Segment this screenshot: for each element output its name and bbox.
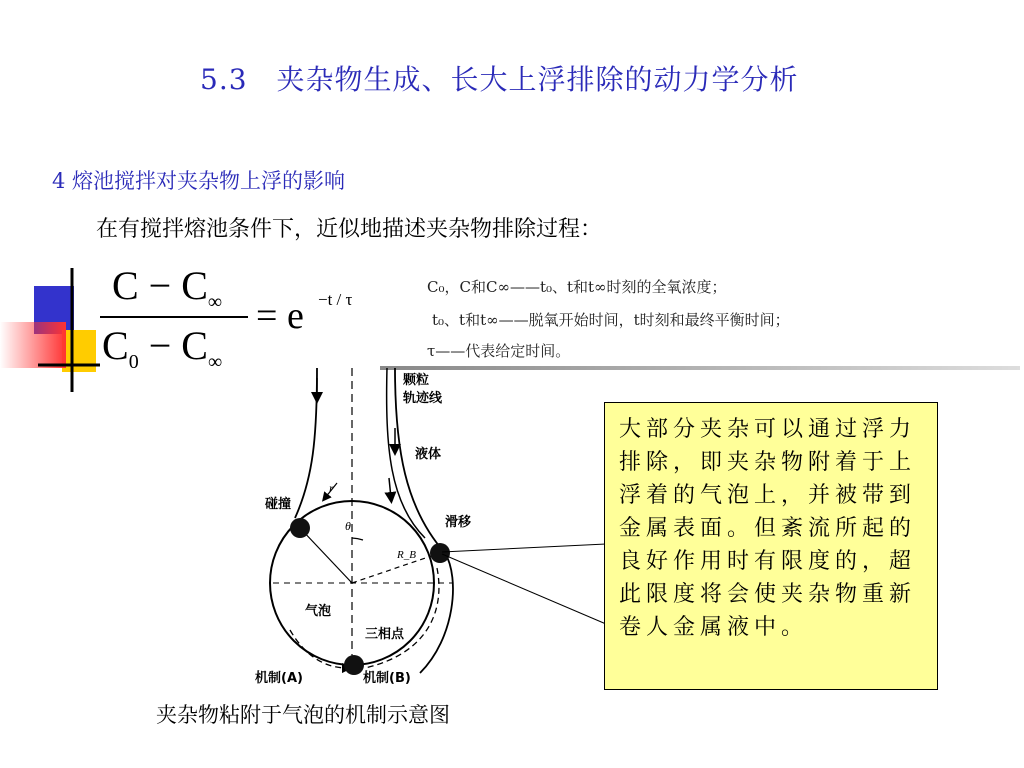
- radius-r: [300, 528, 352, 583]
- page-title: 5.3 夹杂物生成、长大上浮排除的动力学分析: [200, 63, 799, 96]
- formula: [92, 260, 382, 380]
- label-theta: θ: [345, 519, 351, 533]
- section-heading: 4 熔池搅拌对夹杂物上浮的影响: [52, 169, 346, 193]
- theta-arc: [352, 538, 363, 540]
- formula-denominator-mid: − C: [138, 323, 208, 368]
- formula-numerator-subscript: ∞: [207, 291, 223, 313]
- bubble-mechanism-diagram: [255, 368, 615, 698]
- label-collision: 碰撞: [265, 497, 292, 512]
- formula-denominator-subinf: ∞: [207, 351, 223, 373]
- legend-line-3: τ——代表给定时间。: [427, 342, 571, 360]
- particle-collision: [290, 518, 310, 538]
- diagram-caption: 夹杂物粘附于气泡的机制示意图: [156, 703, 450, 727]
- callout-box: 大部分夹杂可以通过浮力排除，即夹杂物附着于上浮着的气泡上，并被带到金属表面。但紊流所起的良好作用时有限度的，超此限度将会使夹杂物重新卷人金属液中。: [604, 402, 938, 690]
- legend-line-2: t₀、t和t∞——脱氧开始时间，t时刻和最终平衡时间；: [432, 311, 790, 329]
- streamline-left: [295, 368, 317, 518]
- label-rb: R_B: [397, 549, 416, 561]
- intro-text: 在有搅拌熔池条件下，近似地描述夹杂物排除过程：: [96, 217, 603, 242]
- label-three-phase: 三相点: [365, 627, 405, 642]
- formula-base: e: [286, 295, 304, 337]
- formula-equals: =: [256, 295, 278, 337]
- corner-decoration: [0, 260, 100, 400]
- formula-numerator: C − C: [112, 263, 208, 308]
- connector-upper: [442, 544, 606, 552]
- fraction-bar: [100, 316, 248, 318]
- label-r: r: [329, 481, 334, 495]
- label-mech-a: 机制(A): [255, 671, 303, 686]
- particle-three-phase: [344, 655, 364, 675]
- legend-line-1: C₀，C和C∞——t₀、t和t∞时刻的全氧浓度；: [427, 278, 727, 296]
- callout-connector: [430, 540, 610, 630]
- mechanism-a-path: [290, 630, 347, 668]
- label-liquid: 液体: [415, 447, 442, 462]
- label-trajectory-1: 颗粒: [403, 373, 430, 388]
- connector-lower: [442, 554, 606, 624]
- label-bubble: 气泡: [305, 604, 332, 619]
- label-sliding: 滑移: [445, 515, 472, 530]
- label-mech-b: 机制(B): [363, 671, 411, 686]
- formula-denominator-sub0: 0: [128, 351, 139, 373]
- flow-arrow-3: [389, 478, 391, 498]
- radius-rb: [352, 553, 440, 583]
- deco-red-fade: [0, 322, 66, 368]
- label-trajectory-2: 轨迹线: [403, 391, 443, 406]
- formula-denominator-c: C: [102, 323, 129, 368]
- formula-exponent: −t / τ: [318, 290, 353, 309]
